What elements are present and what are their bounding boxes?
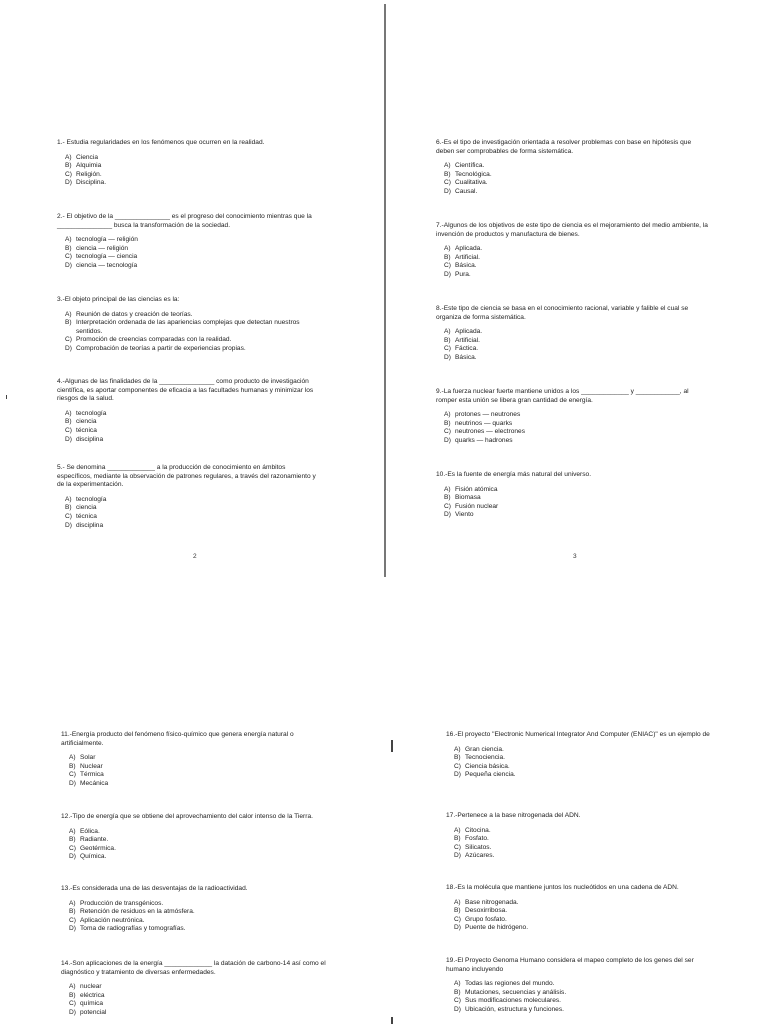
option[interactable] [65, 436, 322, 445]
option[interactable] [444, 345, 708, 354]
answer-options [454, 746, 736, 780]
option[interactable] [69, 836, 351, 845]
option-text: Fosfato. [465, 835, 489, 843]
page-fold-line [384, 4, 386, 577]
question-stem: 5.- Se denomina _____________ a la producción de conocimiento en ámbitos específicos, mediante la observación de patrones regulares, a través del razonamiento y de la experimentación. [57, 464, 316, 489]
question-stem: 1.- Estudia regularidades en los fenómenos que ocurren en la realidad. [57, 139, 265, 146]
option-letter: C) [454, 762, 461, 770]
option-letter: B) [454, 835, 461, 843]
answer-options [65, 410, 322, 444]
option-letter: C) [69, 916, 76, 924]
option[interactable] [65, 171, 357, 180]
option-letter: D) [444, 270, 451, 278]
option-letter: C) [444, 262, 451, 270]
question-stem: 19.-El Proyecto Genoma Humano considera el mapeo completo de los genes del ser humano incluyendo [446, 957, 694, 973]
option-letter: A) [69, 899, 76, 907]
option-text: ciencia — religión [76, 244, 129, 252]
option-text: ciencia [76, 418, 97, 426]
option-text: Radiante. [80, 836, 109, 844]
option-letter: A) [454, 898, 461, 906]
option-letter: C) [69, 844, 76, 852]
option-letter: D) [444, 511, 451, 519]
option[interactable] [65, 236, 322, 245]
question-stem: 3.-El objeto principal de las ciencias es la: [57, 296, 180, 303]
option-text: Térmica [80, 771, 104, 779]
question-8 [436, 305, 708, 363]
option-text: Silicatos. [465, 843, 492, 851]
option[interactable] [454, 997, 708, 1006]
question-stem: 6.-Es el tipo de investigación orientada a resolver problemas con base en hipótesis que deben ser comprobables de forma sistemática. [436, 139, 692, 155]
option-letter: C) [65, 426, 72, 434]
question-6 [436, 139, 708, 197]
option[interactable] [65, 245, 322, 254]
option-text: Alquimia [76, 162, 102, 170]
option-text: Básica. [455, 262, 477, 270]
answer-options [69, 828, 351, 862]
question-stem: 17.-Pertenece a la base nitrogenada del ADN. [446, 812, 581, 819]
option[interactable] [65, 496, 322, 505]
option-text: Mutaciones, secuencias y análisis. [465, 988, 567, 996]
option-text: nuclear [80, 983, 102, 991]
option-letter: C) [444, 179, 451, 187]
option[interactable] [444, 179, 708, 188]
answer-options [454, 827, 718, 861]
option-letter: D) [69, 779, 76, 787]
option-text: Causal. [455, 187, 478, 195]
option-text: Disciplina. [76, 179, 107, 187]
option-letter: A) [454, 980, 461, 988]
scan-mark [391, 1017, 393, 1024]
answer-options [444, 162, 708, 196]
option-letter: A) [65, 153, 72, 161]
option-letter: B) [69, 762, 76, 770]
option-letter: A) [65, 310, 72, 318]
option-text: Puente de hidrógeno. [465, 924, 529, 932]
option-text: Base nitrogenada. [465, 898, 519, 906]
option-letter: C) [454, 843, 461, 851]
question-stem: 2.- El objetivo de la _______________ es el progreso del conocimiento mientras que la _______________ busca la transformación de la sociedad. [57, 213, 312, 229]
option-text: Fisión atómica [455, 485, 498, 493]
option[interactable] [444, 411, 708, 420]
option-text: disciplina [76, 435, 104, 443]
option-text: Solar [80, 754, 96, 762]
option-text: Desoxirribosa. [465, 907, 508, 915]
option-text: Retención de residuos en la atmósfera. [80, 908, 195, 916]
option-letter: C) [454, 915, 461, 923]
option-text: Química. [80, 853, 107, 861]
option[interactable] [454, 746, 736, 755]
option[interactable] [444, 271, 708, 280]
option-text: Ciencia básica. [465, 762, 510, 770]
question-stem: 4.-Algunas de las finalidades de la _______________ como producto de investigación científica, es aportar componentes de eficacia a las facultades humanas y minimizar los riesgos de la salud. [57, 378, 314, 403]
option-letter: B) [454, 907, 461, 915]
option[interactable] [65, 336, 322, 345]
question-7 [436, 222, 708, 280]
question-4 [57, 378, 322, 444]
option-letter: A) [69, 754, 76, 762]
option-text: Ubicación, estructura y funciones. [465, 1005, 564, 1013]
question-17 [446, 812, 718, 861]
option[interactable] [454, 835, 718, 844]
option-letter: A) [454, 826, 461, 834]
option-text: Promoción de creencias comparadas con la realidad. [76, 336, 232, 344]
option-letter: D) [65, 179, 72, 187]
question-1 [57, 139, 357, 188]
answer-options [444, 328, 708, 362]
option[interactable] [65, 162, 357, 171]
answer-options [65, 311, 322, 354]
question-stem: 7.-Algunos de los objetivos de este tipo de ciencia es el mejoramiento del medio ambiente, la invención de productos y manufactura de bienes. [436, 222, 708, 238]
option-letter: B) [444, 336, 451, 344]
option-letter: A) [444, 485, 451, 493]
option[interactable] [444, 486, 708, 495]
question-3 [57, 296, 322, 354]
option[interactable] [444, 511, 708, 520]
question-stem: 12.-Tipo de energía que se obtiene del aprovechamiento del calor intenso de la Tierra. [61, 813, 313, 820]
option[interactable] [454, 827, 718, 836]
question-11 [61, 731, 331, 789]
option[interactable] [69, 992, 337, 1001]
option-text: Pequeña ciencia. [465, 771, 516, 779]
answer-options [69, 983, 337, 1017]
option-text: protones — neutrones [455, 411, 521, 419]
option-text: Artificial. [455, 336, 480, 344]
option-text: Azúcares. [465, 852, 495, 860]
option-letter: D) [65, 435, 72, 443]
option[interactable] [444, 254, 708, 263]
question-stem: 13.-Es considerada una de las desventajas de la radioactividad. [61, 885, 248, 892]
option[interactable] [454, 852, 718, 861]
option-letter: B) [65, 244, 72, 252]
option[interactable] [65, 427, 322, 436]
option-text: neutrones — electrones [455, 428, 526, 436]
option[interactable] [65, 253, 322, 262]
option-letter: B) [454, 754, 461, 762]
option-letter: B) [444, 494, 451, 502]
option-letter: B) [444, 419, 451, 427]
option-letter: B) [444, 170, 451, 178]
option-text: Cualitativa. [455, 179, 488, 187]
option[interactable] [444, 162, 708, 171]
option-text: neutrinos — quarks [455, 419, 513, 427]
option-text: Producción de transgénicos. [80, 899, 164, 907]
option-text: ciencia — tecnología [76, 261, 138, 269]
option-letter: B) [69, 836, 76, 844]
option-text: Ciencia [76, 153, 98, 161]
option-text: Interpretación ordenada de las apariencias complejas que detectan nuestros sentidos. [76, 319, 300, 335]
option[interactable] [65, 154, 357, 163]
option[interactable] [454, 907, 736, 916]
question-14 [61, 960, 337, 1018]
answer-options [444, 486, 708, 520]
option[interactable] [69, 853, 351, 862]
option[interactable] [69, 983, 337, 992]
option-text: Reunión de datos y creación de teorías. [76, 310, 193, 318]
answer-options [444, 245, 708, 279]
option-letter: A) [454, 745, 461, 753]
option-letter: C) [69, 1000, 76, 1008]
option-text: Aplicada. [455, 245, 483, 253]
option[interactable] [65, 410, 322, 419]
option-letter: D) [65, 344, 72, 352]
question-stem: 16.-El proyecto "Electronic Numerical Integrator And Computer (ENIAC)" es un ejemplo de [446, 731, 710, 738]
option[interactable] [69, 917, 341, 926]
option-letter: A) [444, 245, 451, 253]
option[interactable] [69, 1009, 337, 1018]
option-text: Científica. [455, 162, 485, 170]
option-text: Tecnociencia. [465, 754, 505, 762]
option[interactable] [454, 844, 718, 853]
option[interactable] [454, 989, 708, 998]
option[interactable] [444, 428, 708, 437]
option-letter: B) [65, 319, 72, 327]
option-text: Aplicada. [455, 328, 483, 336]
option-letter: D) [444, 353, 451, 361]
option-text: Sus modificaciones moleculares. [465, 997, 562, 1005]
option-letter: D) [444, 187, 451, 195]
option-letter: B) [454, 988, 461, 996]
option[interactable] [454, 754, 736, 763]
option[interactable] [444, 262, 708, 271]
option[interactable] [444, 188, 708, 197]
option-letter: D) [69, 853, 76, 861]
option[interactable] [444, 420, 708, 429]
option-letter: B) [65, 504, 72, 512]
option-text: técnica [76, 512, 97, 520]
option[interactable] [444, 494, 708, 503]
option-letter: B) [69, 908, 76, 916]
option-text: Geotérmica. [80, 844, 116, 852]
option-text: Artificial. [455, 253, 480, 261]
answer-options [454, 899, 736, 933]
option[interactable] [65, 319, 322, 336]
option-letter: A) [444, 328, 451, 336]
option-letter: D) [454, 771, 461, 779]
question-stem: 10.-Es la fuente de energía más natural del universo. [436, 471, 592, 478]
option-text: Mecánica [80, 779, 109, 787]
option-text: disciplina [76, 521, 104, 529]
option[interactable] [69, 1000, 337, 1009]
option[interactable] [444, 245, 708, 254]
option-letter: C) [65, 512, 72, 520]
option-text: tecnología [76, 495, 107, 503]
option[interactable] [69, 763, 331, 772]
option[interactable] [69, 828, 351, 837]
question-16 [446, 731, 736, 780]
option-letter: A) [65, 236, 72, 244]
question-13 [61, 885, 341, 934]
question-2 [57, 213, 322, 271]
option[interactable] [65, 311, 322, 320]
option[interactable] [444, 354, 708, 363]
option-letter: D) [65, 261, 72, 269]
option-letter: B) [65, 162, 72, 170]
option-letter: B) [444, 253, 451, 261]
option-letter: C) [65, 253, 72, 261]
option[interactable] [454, 899, 736, 908]
option-letter: A) [444, 411, 451, 419]
option[interactable] [69, 925, 341, 934]
option[interactable] [65, 179, 357, 188]
question-19 [446, 957, 708, 1015]
option[interactable] [65, 513, 322, 522]
question-10 [436, 471, 708, 520]
question-stem: 8.-Este tipo de ciencia se basa en el conocimiento racional, variable y falible el cual se organiza de forma sistemática. [436, 305, 689, 321]
question-stem: 14.-Son aplicaciones de la energía _____________ la datación de carbono-14 así como el diagnóstico y tratamiento de diversas enfermedades. [61, 960, 326, 976]
option[interactable] [69, 845, 351, 854]
option-text: Nuclear [80, 762, 103, 770]
option-text: Viento [455, 511, 474, 519]
option[interactable] [444, 337, 708, 346]
question-5 [57, 464, 322, 530]
scan-mark [6, 395, 7, 399]
option-letter: C) [65, 336, 72, 344]
option-text: Pura. [455, 270, 471, 278]
option-text: Todas las regiones del mundo. [465, 980, 555, 988]
option-text: eléctrica [80, 991, 105, 999]
question-12 [61, 813, 351, 862]
option-text: Tecnológica. [455, 170, 492, 178]
option[interactable] [454, 763, 736, 772]
option-text: ciencia [76, 504, 97, 512]
option[interactable] [69, 908, 341, 917]
option[interactable] [65, 522, 322, 531]
page-number: 2 [193, 553, 197, 560]
option-text: Citocina. [465, 826, 491, 834]
option-letter: C) [444, 502, 451, 510]
answer-options [65, 496, 322, 530]
option-text: tecnología — religión [76, 236, 138, 244]
question-stem: 9.-La fuerza nuclear fuerte mantiene unidos a los _____________ y ____________, al romper esta unión se libera gran cantidad de energía. [436, 388, 689, 404]
answer-options [444, 411, 708, 445]
answer-options [69, 754, 331, 788]
question-stem: 11.-Energía producto del fenómeno físico-químico que genera energía natural o artificialmente. [61, 731, 294, 747]
option[interactable] [69, 900, 341, 909]
option-letter: C) [454, 997, 461, 1005]
answer-options [454, 980, 708, 1014]
option[interactable] [454, 1006, 708, 1015]
option-letter: C) [444, 428, 451, 436]
answer-options [69, 900, 341, 934]
option-letter: D) [69, 1008, 76, 1016]
option-letter: C) [69, 771, 76, 779]
answer-options [65, 154, 357, 188]
option[interactable] [65, 262, 322, 271]
option[interactable] [69, 780, 331, 789]
option-letter: D) [65, 521, 72, 529]
option-text: Eólica. [80, 827, 100, 835]
option-letter: A) [65, 495, 72, 503]
option[interactable] [454, 916, 736, 925]
option[interactable] [454, 980, 708, 989]
answer-options [65, 236, 322, 270]
option-letter: D) [454, 852, 461, 860]
option-text: Toma de radiografías y tomografías. [80, 925, 186, 933]
option-text: quarks — hadrones [455, 436, 513, 444]
option-text: tecnología — ciencia [76, 253, 138, 261]
option[interactable] [69, 754, 331, 763]
option-text: química [80, 1000, 104, 1008]
option[interactable] [444, 171, 708, 180]
question-18 [446, 884, 736, 933]
question-9 [436, 388, 708, 446]
option[interactable] [65, 418, 322, 427]
option-letter: C) [65, 170, 72, 178]
option-letter: D) [69, 925, 76, 933]
page-number: 3 [573, 553, 577, 560]
option-text: Fusión nuclear [455, 502, 499, 510]
option[interactable] [65, 345, 322, 354]
option[interactable] [444, 328, 708, 337]
option-text: Básica. [455, 353, 477, 361]
option-letter: A) [69, 983, 76, 991]
option-letter: D) [444, 436, 451, 444]
option[interactable] [454, 771, 736, 780]
option-letter: A) [65, 409, 72, 417]
option-letter: D) [454, 924, 461, 932]
option-text: potencial [80, 1008, 107, 1016]
option-text: Aplicación neutrónica. [80, 916, 145, 924]
option-text: tecnología [76, 409, 107, 417]
option-text: Biomasa [455, 494, 481, 502]
option[interactable] [444, 437, 708, 446]
option[interactable] [65, 504, 322, 513]
option-letter: C) [444, 345, 451, 353]
option-letter: A) [69, 827, 76, 835]
question-stem: 18.-Es la molécula que mantiene juntos los nucleótidos en una cadena de ADN. [446, 884, 679, 891]
option-text: Fáctica. [455, 345, 479, 353]
option[interactable] [444, 503, 708, 512]
scan-mark [391, 740, 393, 752]
option-text: Grupo fosfato. [465, 915, 507, 923]
option-letter: D) [454, 1005, 461, 1013]
option-text: Religión. [76, 170, 102, 178]
option-letter: A) [444, 162, 451, 170]
option-text: Comprobación de teorías a partir de experiencias propias. [76, 344, 246, 352]
option[interactable] [454, 924, 736, 933]
option-text: Gran ciencia. [465, 745, 504, 753]
option[interactable] [69, 771, 331, 780]
option-text: técnica [76, 426, 97, 434]
option-letter: B) [65, 418, 72, 426]
option-letter: B) [69, 991, 76, 999]
